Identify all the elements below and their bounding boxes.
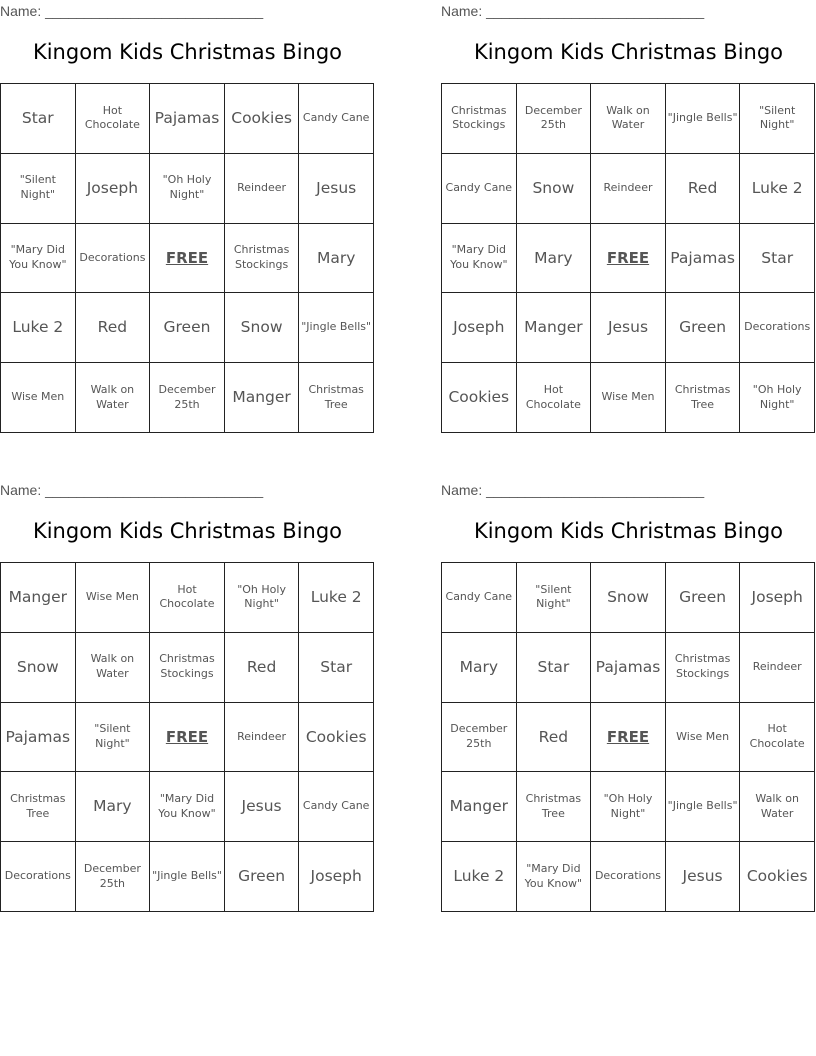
bingo-cell: Hot Chocolate <box>76 84 151 154</box>
bingo-card-1 <box>0 0 375 440</box>
bingo-cell: Star <box>299 633 374 703</box>
bingo-cell: "Jingle Bells" <box>299 293 374 363</box>
bingo-cell: Luke 2 <box>299 563 374 633</box>
bingo-cell: Christmas Stockings <box>150 633 225 703</box>
bingo-cell: Decorations <box>740 293 815 363</box>
bingo-cell: "Mary Did You Know" <box>517 842 592 912</box>
bingo-cell: Wise Men <box>591 363 666 433</box>
bingo-cell: Manger <box>517 293 592 363</box>
bingo-grid <box>441 83 815 433</box>
bingo-cell: Joseph <box>740 563 815 633</box>
bingo-card-4 <box>441 479 816 919</box>
bingo-cell: Walk on Water <box>76 633 151 703</box>
bingo-cell: Mary <box>442 633 517 703</box>
card-title: Kingom Kids Christmas Bingo <box>473 40 784 64</box>
bingo-cell: "Oh Holy Night" <box>150 154 225 224</box>
bingo-cell: "Silent Night" <box>1 154 76 224</box>
bingo-cell: Star <box>517 633 592 703</box>
bingo-cell: Red <box>517 703 592 773</box>
free-space: FREE <box>150 224 225 294</box>
bingo-cell: Cookies <box>740 842 815 912</box>
bingo-cell: Green <box>225 842 300 912</box>
bingo-cell: "Oh Holy Night" <box>591 772 666 842</box>
bingo-cell: Jesus <box>666 842 741 912</box>
card-title: Kingom Kids Christmas Bingo <box>32 40 343 64</box>
bingo-cell: "Silent Night" <box>740 84 815 154</box>
bingo-cell: Red <box>225 633 300 703</box>
bingo-cell: Candy Cane <box>299 772 374 842</box>
bingo-cell: December 25th <box>517 84 592 154</box>
bingo-cell: Red <box>76 293 151 363</box>
bingo-cell: Pajamas <box>666 224 741 294</box>
bingo-cell: December 25th <box>150 363 225 433</box>
name-field: Name: ____________________________ <box>441 3 705 19</box>
bingo-cell: Christmas Tree <box>517 772 592 842</box>
bingo-cell: Hot Chocolate <box>150 563 225 633</box>
bingo-cell: "Silent Night" <box>76 703 151 773</box>
bingo-cell: Pajamas <box>1 703 76 773</box>
bingo-grid <box>441 562 815 912</box>
bingo-cell: Jesus <box>591 293 666 363</box>
bingo-cell: Snow <box>225 293 300 363</box>
bingo-cell: "Mary Did You Know" <box>150 772 225 842</box>
bingo-cell: Walk on Water <box>591 84 666 154</box>
bingo-cell: Hot Chocolate <box>517 363 592 433</box>
bingo-cell: Jesus <box>225 772 300 842</box>
bingo-cell: "Oh Holy Night" <box>740 363 815 433</box>
bingo-cell: Hot Chocolate <box>740 703 815 773</box>
bingo-cell: Christmas Tree <box>299 363 374 433</box>
bingo-cell: December 25th <box>442 703 517 773</box>
bingo-cell: Christmas Stockings <box>442 84 517 154</box>
bingo-cell: Wise Men <box>666 703 741 773</box>
bingo-cell: Joseph <box>76 154 151 224</box>
bingo-cell: Cookies <box>225 84 300 154</box>
bingo-cell: Reindeer <box>591 154 666 224</box>
bingo-cell: Star <box>740 224 815 294</box>
bingo-cell: Mary <box>517 224 592 294</box>
bingo-cell: Snow <box>591 563 666 633</box>
bingo-cell: Cookies <box>442 363 517 433</box>
bingo-cell: Luke 2 <box>442 842 517 912</box>
bingo-cell: Pajamas <box>591 633 666 703</box>
bingo-cell: Manger <box>225 363 300 433</box>
bingo-cell: Luke 2 <box>740 154 815 224</box>
bingo-cell: Decorations <box>591 842 666 912</box>
free-space: FREE <box>150 703 225 773</box>
bingo-cell: December 25th <box>76 842 151 912</box>
bingo-cell: Red <box>666 154 741 224</box>
bingo-cell: Jesus <box>299 154 374 224</box>
bingo-cell: Mary <box>76 772 151 842</box>
name-field: Name: ____________________________ <box>441 482 705 498</box>
name-field: Name: ____________________________ <box>0 482 264 498</box>
bingo-cell: Christmas Tree <box>1 772 76 842</box>
bingo-cell: Christmas Stockings <box>666 633 741 703</box>
bingo-cell: Reindeer <box>225 703 300 773</box>
bingo-cell: Decorations <box>76 224 151 294</box>
bingo-cell: Luke 2 <box>1 293 76 363</box>
bingo-cell: "Mary Did You Know" <box>1 224 76 294</box>
bingo-cell: Walk on Water <box>76 363 151 433</box>
bingo-cell: Green <box>666 563 741 633</box>
bingo-cell: Star <box>1 84 76 154</box>
bingo-card-2 <box>441 0 816 440</box>
bingo-cell: Candy Cane <box>442 154 517 224</box>
bingo-grid <box>0 562 374 912</box>
bingo-cell: Snow <box>1 633 76 703</box>
bingo-grid <box>0 83 374 433</box>
bingo-cell: Candy Cane <box>442 563 517 633</box>
bingo-cell: Reindeer <box>225 154 300 224</box>
bingo-cell: Christmas Tree <box>666 363 741 433</box>
bingo-cell: Wise Men <box>76 563 151 633</box>
bingo-cell: Candy Cane <box>299 84 374 154</box>
bingo-cell: Joseph <box>299 842 374 912</box>
bingo-cell: Manger <box>1 563 76 633</box>
bingo-cell: "Jingle Bells" <box>666 84 741 154</box>
bingo-cell: Green <box>150 293 225 363</box>
bingo-cell: Christmas Stockings <box>225 224 300 294</box>
bingo-cell: Decorations <box>1 842 76 912</box>
bingo-cell: Reindeer <box>740 633 815 703</box>
bingo-cell: Mary <box>299 224 374 294</box>
bingo-cell: "Jingle Bells" <box>150 842 225 912</box>
bingo-cell: Pajamas <box>150 84 225 154</box>
bingo-cell: "Oh Holy Night" <box>225 563 300 633</box>
name-field: Name: ____________________________ <box>0 3 264 19</box>
bingo-cell: Joseph <box>442 293 517 363</box>
bingo-cell: Snow <box>517 154 592 224</box>
bingo-cell: "Mary Did You Know" <box>442 224 517 294</box>
bingo-cell: Wise Men <box>1 363 76 433</box>
bingo-cell: "Silent Night" <box>517 563 592 633</box>
bingo-cell: Manger <box>442 772 517 842</box>
card-title: Kingom Kids Christmas Bingo <box>473 519 784 543</box>
bingo-card-3 <box>0 479 375 919</box>
bingo-cell: Green <box>666 293 741 363</box>
bingo-cell: "Jingle Bells" <box>666 772 741 842</box>
bingo-cell: Cookies <box>299 703 374 773</box>
bingo-cell: Walk on Water <box>740 772 815 842</box>
free-space: FREE <box>591 703 666 773</box>
card-title: Kingom Kids Christmas Bingo <box>32 519 343 543</box>
free-space: FREE <box>591 224 666 294</box>
